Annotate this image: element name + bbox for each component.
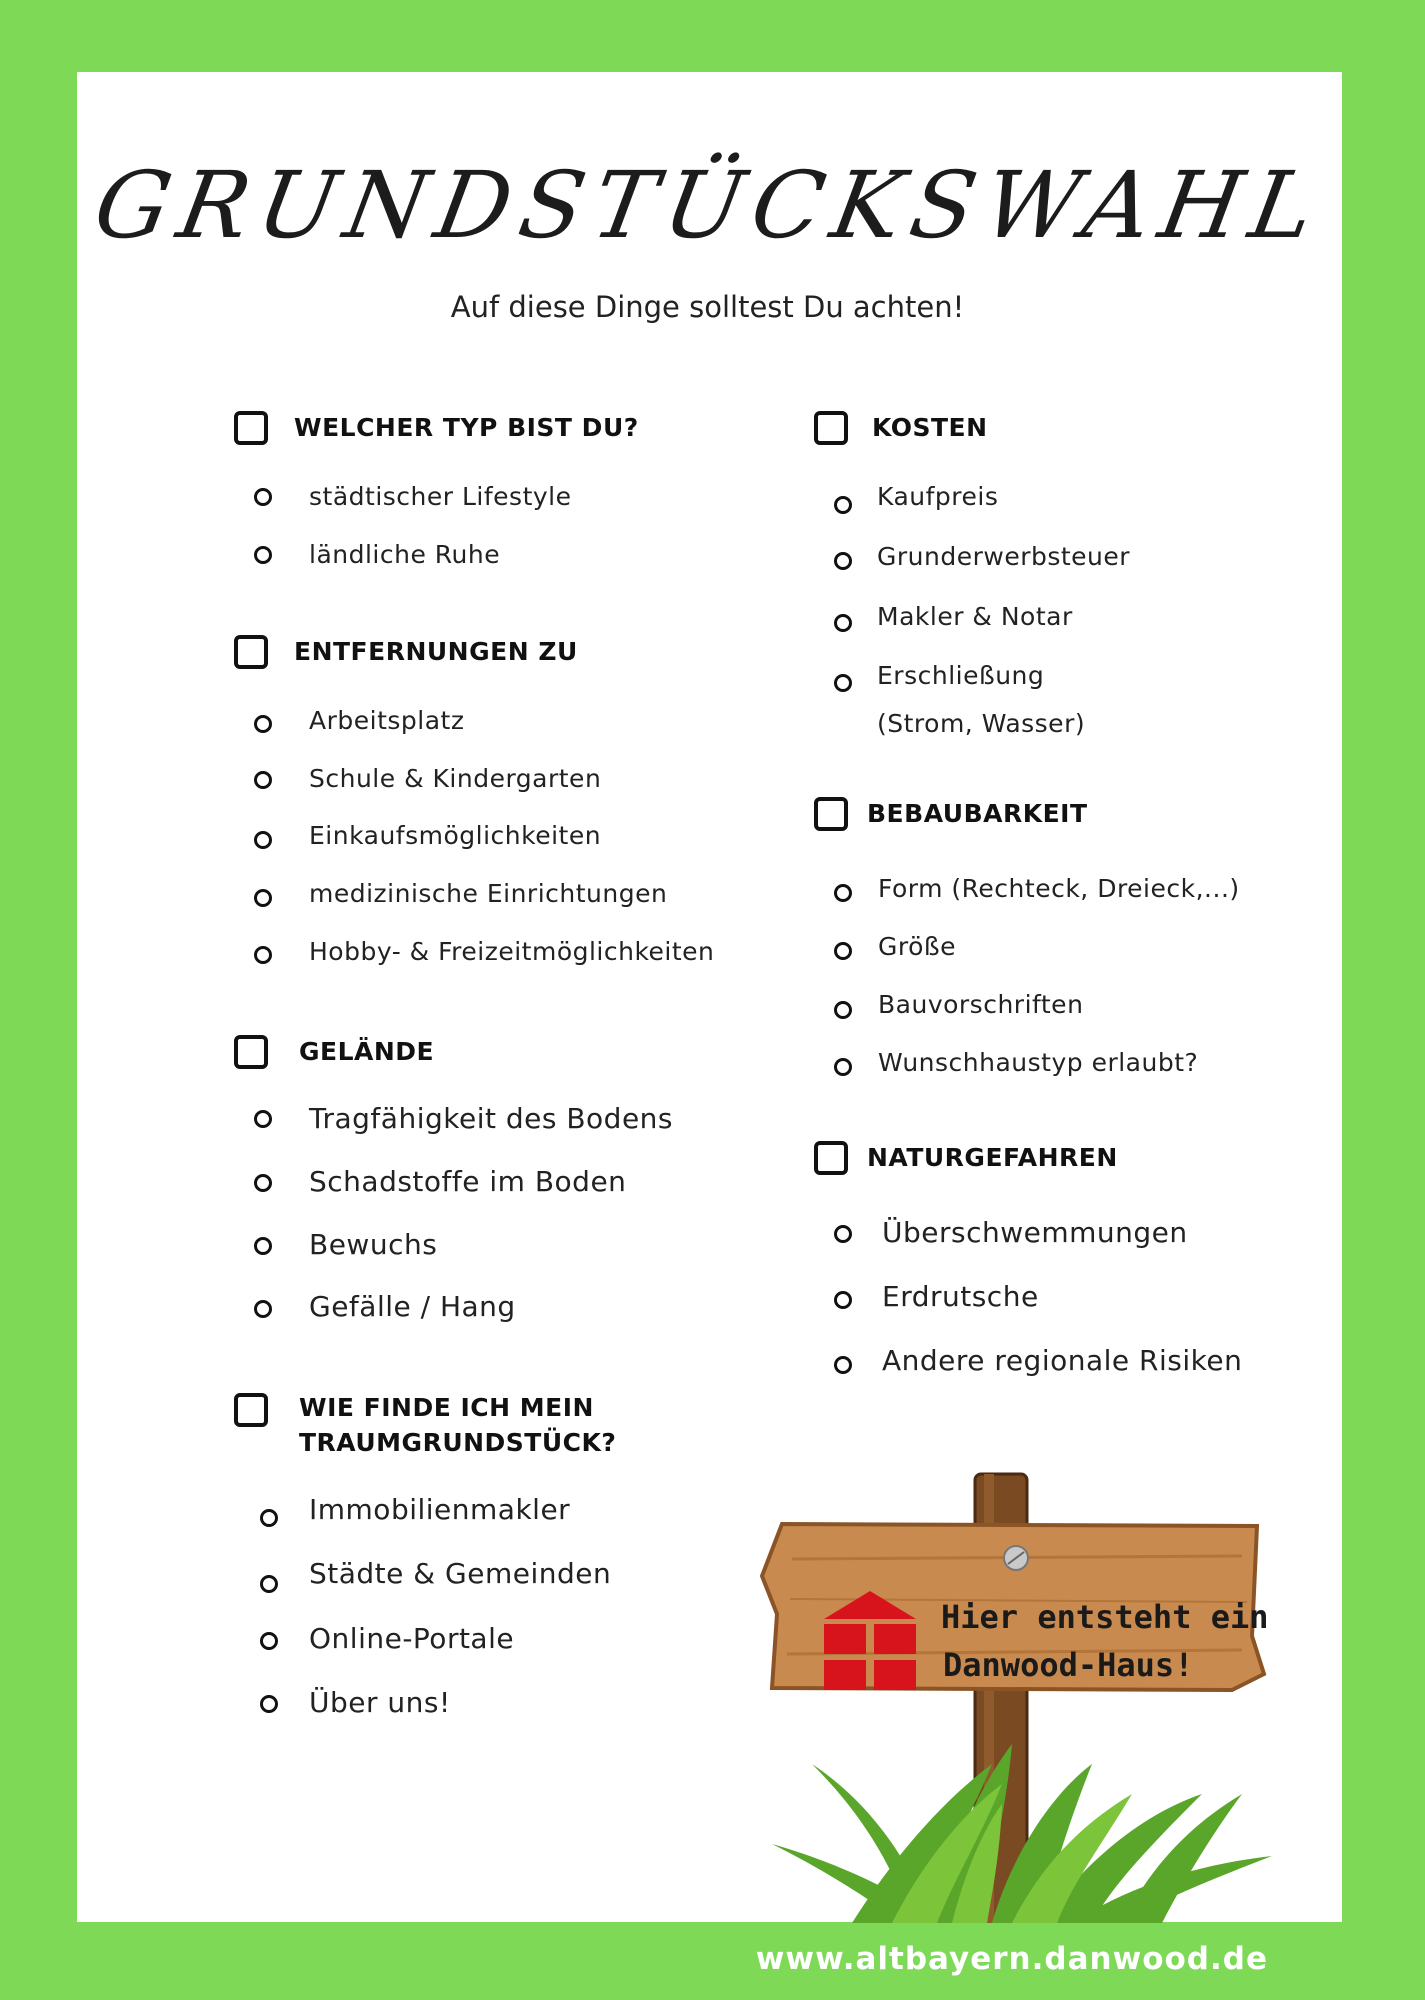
item-checkbox[interactable] [834,614,852,632]
item-checkbox[interactable] [254,488,272,506]
item-checkbox[interactable] [834,1356,852,1374]
section-title-bebaubarkeit: BEBAUBARKEIT [867,799,1088,828]
list-item: Erdrutsche [882,1280,1039,1313]
item-checkbox[interactable] [254,889,272,907]
item-checkbox[interactable] [834,1058,852,1076]
section-checkbox-entfernungen[interactable] [234,635,268,669]
item-checkbox[interactable] [834,674,852,692]
section-checkbox-naturgefahren[interactable] [814,1141,848,1175]
item-checkbox[interactable] [834,942,852,960]
list-item: Gefälle / Hang [309,1290,516,1323]
list-item: Kaufpreis [877,482,999,511]
item-checkbox[interactable] [254,546,272,564]
section-title-finden-line2: TRAUMGRUNDSTÜCK? [299,1428,617,1457]
list-item: Wunschhaustyp erlaubt? [878,1048,1199,1077]
section-title-finden-line1: WIE FINDE ICH MEIN [299,1393,594,1422]
item-checkbox[interactable] [834,1001,852,1019]
item-checkbox[interactable] [260,1632,278,1650]
list-item: Immobilienmakler [309,1493,571,1526]
section-title-typ: WELCHER TYP BIST DU? [294,413,639,442]
section-title-kosten: KOSTEN [872,413,988,442]
list-item: Größe [878,932,957,961]
list-item: städtischer Lifestyle [309,482,572,511]
list-item: Erschließung [877,661,1045,690]
wooden-sign-illustration [752,1464,1272,1923]
list-item: Tragfähigkeit des Bodens [309,1102,674,1135]
list-item: Schadstoffe im Boden [309,1165,627,1198]
item-checkbox[interactable] [254,946,272,964]
list-item: Bewuchs [309,1228,438,1261]
section-checkbox-typ[interactable] [234,411,268,445]
list-item: Form (Rechteck, Dreieck,...) [878,874,1240,903]
list-item: Überschwemmungen [882,1216,1188,1249]
list-item-continuation: (Strom, Wasser) [877,709,1086,738]
section-checkbox-kosten[interactable] [814,411,848,445]
item-checkbox[interactable] [834,496,852,514]
item-checkbox[interactable] [254,1110,272,1128]
section-title-gelaende: GELÄNDE [299,1037,435,1066]
item-checkbox[interactable] [254,831,272,849]
section-checkbox-bebaubarkeit[interactable] [814,797,848,831]
item-checkbox[interactable] [260,1695,278,1713]
list-item: Makler & Notar [877,602,1073,631]
list-item: Über uns! [309,1686,451,1719]
section-checkbox-finden[interactable] [234,1393,268,1427]
list-item: Grunderwerbsteuer [877,542,1131,571]
sign-text-line2: Danwood-Haus! [943,1646,1194,1684]
wooden-sign-graphic [752,1464,1272,1923]
item-checkbox[interactable] [254,1237,272,1255]
sign-text-line1: Hier entsteht ein [941,1598,1269,1636]
item-checkbox[interactable] [260,1509,278,1527]
list-item: Andere regionale Risiken [882,1344,1243,1377]
item-checkbox[interactable] [834,1291,852,1309]
list-item: Online-Portale [309,1622,515,1655]
item-checkbox[interactable] [254,715,272,733]
page-title: GRUNDSTÜCKSWAHL [86,152,1333,259]
list-item: Arbeitsplatz [309,706,465,735]
page-subtitle: Auf diese Dinge solltest Du achten! [450,290,965,324]
list-item: Bauvorschriften [878,990,1084,1019]
list-item: ländliche Ruhe [309,540,501,569]
item-checkbox[interactable] [254,771,272,789]
list-item: Städte & Gemeinden [309,1557,612,1590]
list-item: Einkaufsmöglichkeiten [309,821,602,850]
item-checkbox[interactable] [254,1300,272,1318]
section-title-naturgefahren: NATURGEFAHREN [867,1143,1118,1172]
item-checkbox[interactable] [834,884,852,902]
section-title-entfernungen: ENTFERNUNGEN ZU [294,637,578,666]
item-checkbox[interactable] [254,1174,272,1192]
item-checkbox[interactable] [834,1225,852,1243]
section-checkbox-gelaende[interactable] [234,1035,268,1069]
list-item: Hobby- & Freizeitmöglichkeiten [309,937,715,966]
list-item: medizinische Einrichtungen [309,879,668,908]
item-checkbox[interactable] [834,552,852,570]
footer-url[interactable]: www.altbayern.danwood.de [755,1941,1268,1977]
list-item: Schule & Kindergarten [309,764,602,793]
item-checkbox[interactable] [260,1575,278,1593]
